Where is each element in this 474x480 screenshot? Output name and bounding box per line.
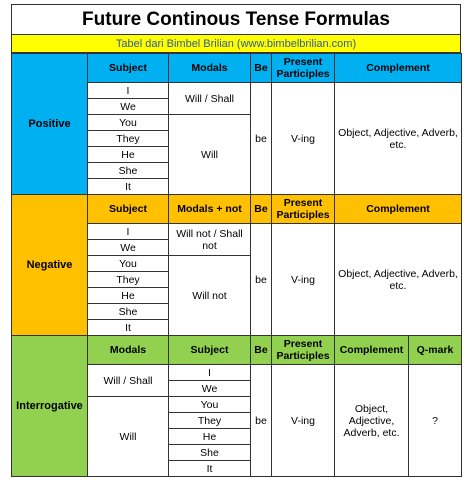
negative-be: be bbox=[251, 224, 272, 336]
interrogative-qmark: ? bbox=[409, 365, 462, 477]
positive-header-subject: Subject bbox=[88, 54, 169, 83]
positive-participle: V-ing bbox=[272, 83, 335, 195]
source-subtitle: Tabel dari Bimbel Brilian (www.bimbelbrilian.com) bbox=[11, 34, 461, 53]
interrogative-header-complement: Complement bbox=[335, 336, 409, 365]
positive-header-participles: Present Participles bbox=[272, 54, 335, 83]
negative-header-be: Be bbox=[251, 195, 272, 224]
negative-subject-you: You bbox=[88, 256, 169, 272]
interrogative-complement: Object, Adjective, Adverb, etc. bbox=[335, 365, 409, 477]
negative-subject-she: She bbox=[88, 304, 169, 320]
positive-section-label: Positive bbox=[12, 54, 88, 195]
interrogative-header-participles: Present Participles bbox=[272, 336, 335, 365]
interrogative-subject-he: He bbox=[169, 429, 251, 445]
negative-modal-will-not: Will not bbox=[169, 256, 251, 336]
formula-table-container bbox=[11, 4, 461, 477]
negative-modal-will-not-shall-not: Will not / Shall not bbox=[169, 224, 251, 256]
positive-modal-will: Will bbox=[169, 115, 251, 195]
positive-header-modals: Modals bbox=[169, 54, 251, 83]
positive-subject-we: We bbox=[88, 99, 169, 115]
negative-complement: Object, Adjective, Adverb, etc. bbox=[335, 224, 462, 336]
interrogative-subject-i: I bbox=[169, 365, 251, 381]
positive-subject-he: He bbox=[88, 147, 169, 163]
negative-subject-he: He bbox=[88, 288, 169, 304]
negative-subject-they: They bbox=[88, 272, 169, 288]
interrogative-modal-will: Will bbox=[88, 397, 169, 477]
negative-section-label: Negative bbox=[12, 195, 88, 336]
interrogative-header-subject: Subject bbox=[169, 336, 251, 365]
negative-subject-it: It bbox=[88, 320, 169, 336]
positive-modal-will-shall: Will / Shall bbox=[169, 83, 251, 115]
positive-complement: Object, Adjective, Adverb, etc. bbox=[335, 83, 462, 195]
negative-subject-i: I bbox=[88, 224, 169, 240]
negative-header-participles: Present Participles bbox=[272, 195, 335, 224]
positive-subject-you: You bbox=[88, 115, 169, 131]
interrogative-subject-you: You bbox=[169, 397, 251, 413]
interrogative-subject-they: They bbox=[169, 413, 251, 429]
positive-subject-it: It bbox=[88, 179, 169, 195]
positive-be: be bbox=[251, 83, 272, 195]
interrogative-be: be bbox=[251, 365, 272, 477]
positive-subject-i: I bbox=[88, 83, 169, 99]
negative-header-complement: Complement bbox=[335, 195, 462, 224]
negative-participle: V-ing bbox=[272, 224, 335, 336]
interrogative-header-be: Be bbox=[251, 336, 272, 365]
negative-subject-we: We bbox=[88, 240, 169, 256]
positive-subject-she: She bbox=[88, 163, 169, 179]
positive-subject-they: They bbox=[88, 131, 169, 147]
positive-header-complement: Complement bbox=[335, 54, 462, 83]
positive-header-be: Be bbox=[251, 54, 272, 83]
interrogative-modal-will-shall: Will / Shall bbox=[88, 365, 169, 397]
negative-header-subject: Subject bbox=[88, 195, 169, 224]
interrogative-subject-it: It bbox=[169, 461, 251, 477]
page-title: Future Continous Tense Formulas bbox=[11, 4, 461, 34]
negative-header-modals: Modals + not bbox=[169, 195, 251, 224]
interrogative-subject-she: She bbox=[169, 445, 251, 461]
formula-table bbox=[11, 53, 462, 477]
interrogative-participle: V-ing bbox=[272, 365, 335, 477]
interrogative-section-label: Interrogative bbox=[12, 336, 88, 477]
interrogative-subject-we: We bbox=[169, 381, 251, 397]
interrogative-header-modals: Modals bbox=[88, 336, 169, 365]
interrogative-header-qmark: Q-mark bbox=[409, 336, 462, 365]
